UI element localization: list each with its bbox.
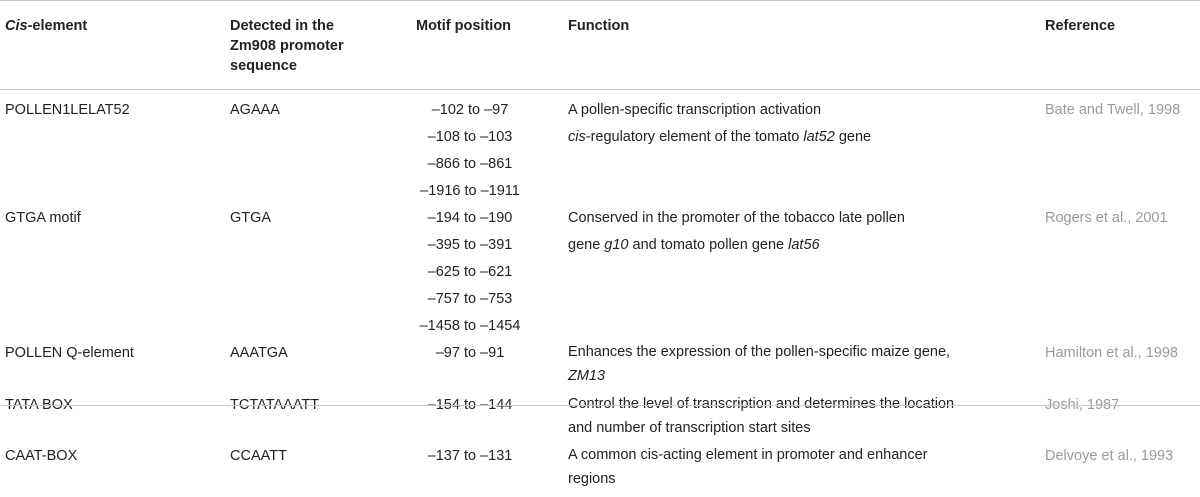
bottom-rule [0,405,1200,406]
element-cell: CAAT-BOX [5,448,78,464]
detected-cell: GTGA [230,210,272,226]
header-cis-element: Cis-element [5,18,88,34]
position-list [395,340,545,367]
position-value: –194 to –190 [427,210,513,226]
position-value: –154 to –144 [427,397,513,413]
function-cell: A pollen-specific transcription activation cis-regulatory element of the tomato lat52 gene [568,102,872,145]
position-value: –108 to –103 [427,129,513,145]
position-value: –1916 to –1911 [420,183,520,199]
element-cell: GTGA motif [5,210,81,226]
header-reference: Reference [1045,18,1116,34]
reference-cell: Hamilton et al., 1998 [1045,345,1178,361]
function-cell: Control the level of transcription and determines the location and number of transcription start sites [568,396,955,436]
element-cell: POLLEN Q-element [5,345,134,361]
header-detected: Detected in the Zm908 promoter sequence [230,18,344,74]
function-cell: A common cis-acting element in promoter and enhancer regions [568,447,928,487]
detected-cell: AAATGA [230,345,288,361]
detected-cell: CCAATT [230,448,287,464]
table-header [0,0,1200,90]
reference-cell: Rogers et al., 2001 [1045,210,1168,226]
position-value: –97 to –91 [435,345,505,361]
function-cell: Enhances the expression of the pollen-specific maize gene, ZM13 [568,344,951,384]
detected-cell: TCTATAAATT [230,397,320,413]
position-value: –625 to –621 [427,264,513,280]
position-value: –137 to –131 [427,448,513,464]
element-cell: POLLEN1LELAT52 [5,102,130,118]
position-value: –395 to –391 [427,237,513,253]
function-cell: Conserved in the promoter of the tobacco late pollen gene g10 and tomato pollen gene lat56 [568,210,905,253]
position-value: –757 to –753 [427,291,513,307]
reference-cell: Joshi, 1987 [1045,397,1120,413]
header-function: Function [568,18,630,34]
position-value: –866 to –861 [427,156,513,172]
position-list [395,205,545,340]
detected-cell: AGAAA [230,102,280,118]
reference-cell: Delvoye et al., 1993 [1045,448,1174,464]
header-motif-position: Motif position [416,18,512,34]
position-list [395,97,545,205]
position-value: –1458 to –1454 [419,318,521,334]
reference-cell: Bate and Twell, 1998 [1045,102,1181,118]
position-list [395,443,545,470]
element-cell: TATA BOX [5,397,73,413]
position-value: –102 to –97 [431,102,509,118]
